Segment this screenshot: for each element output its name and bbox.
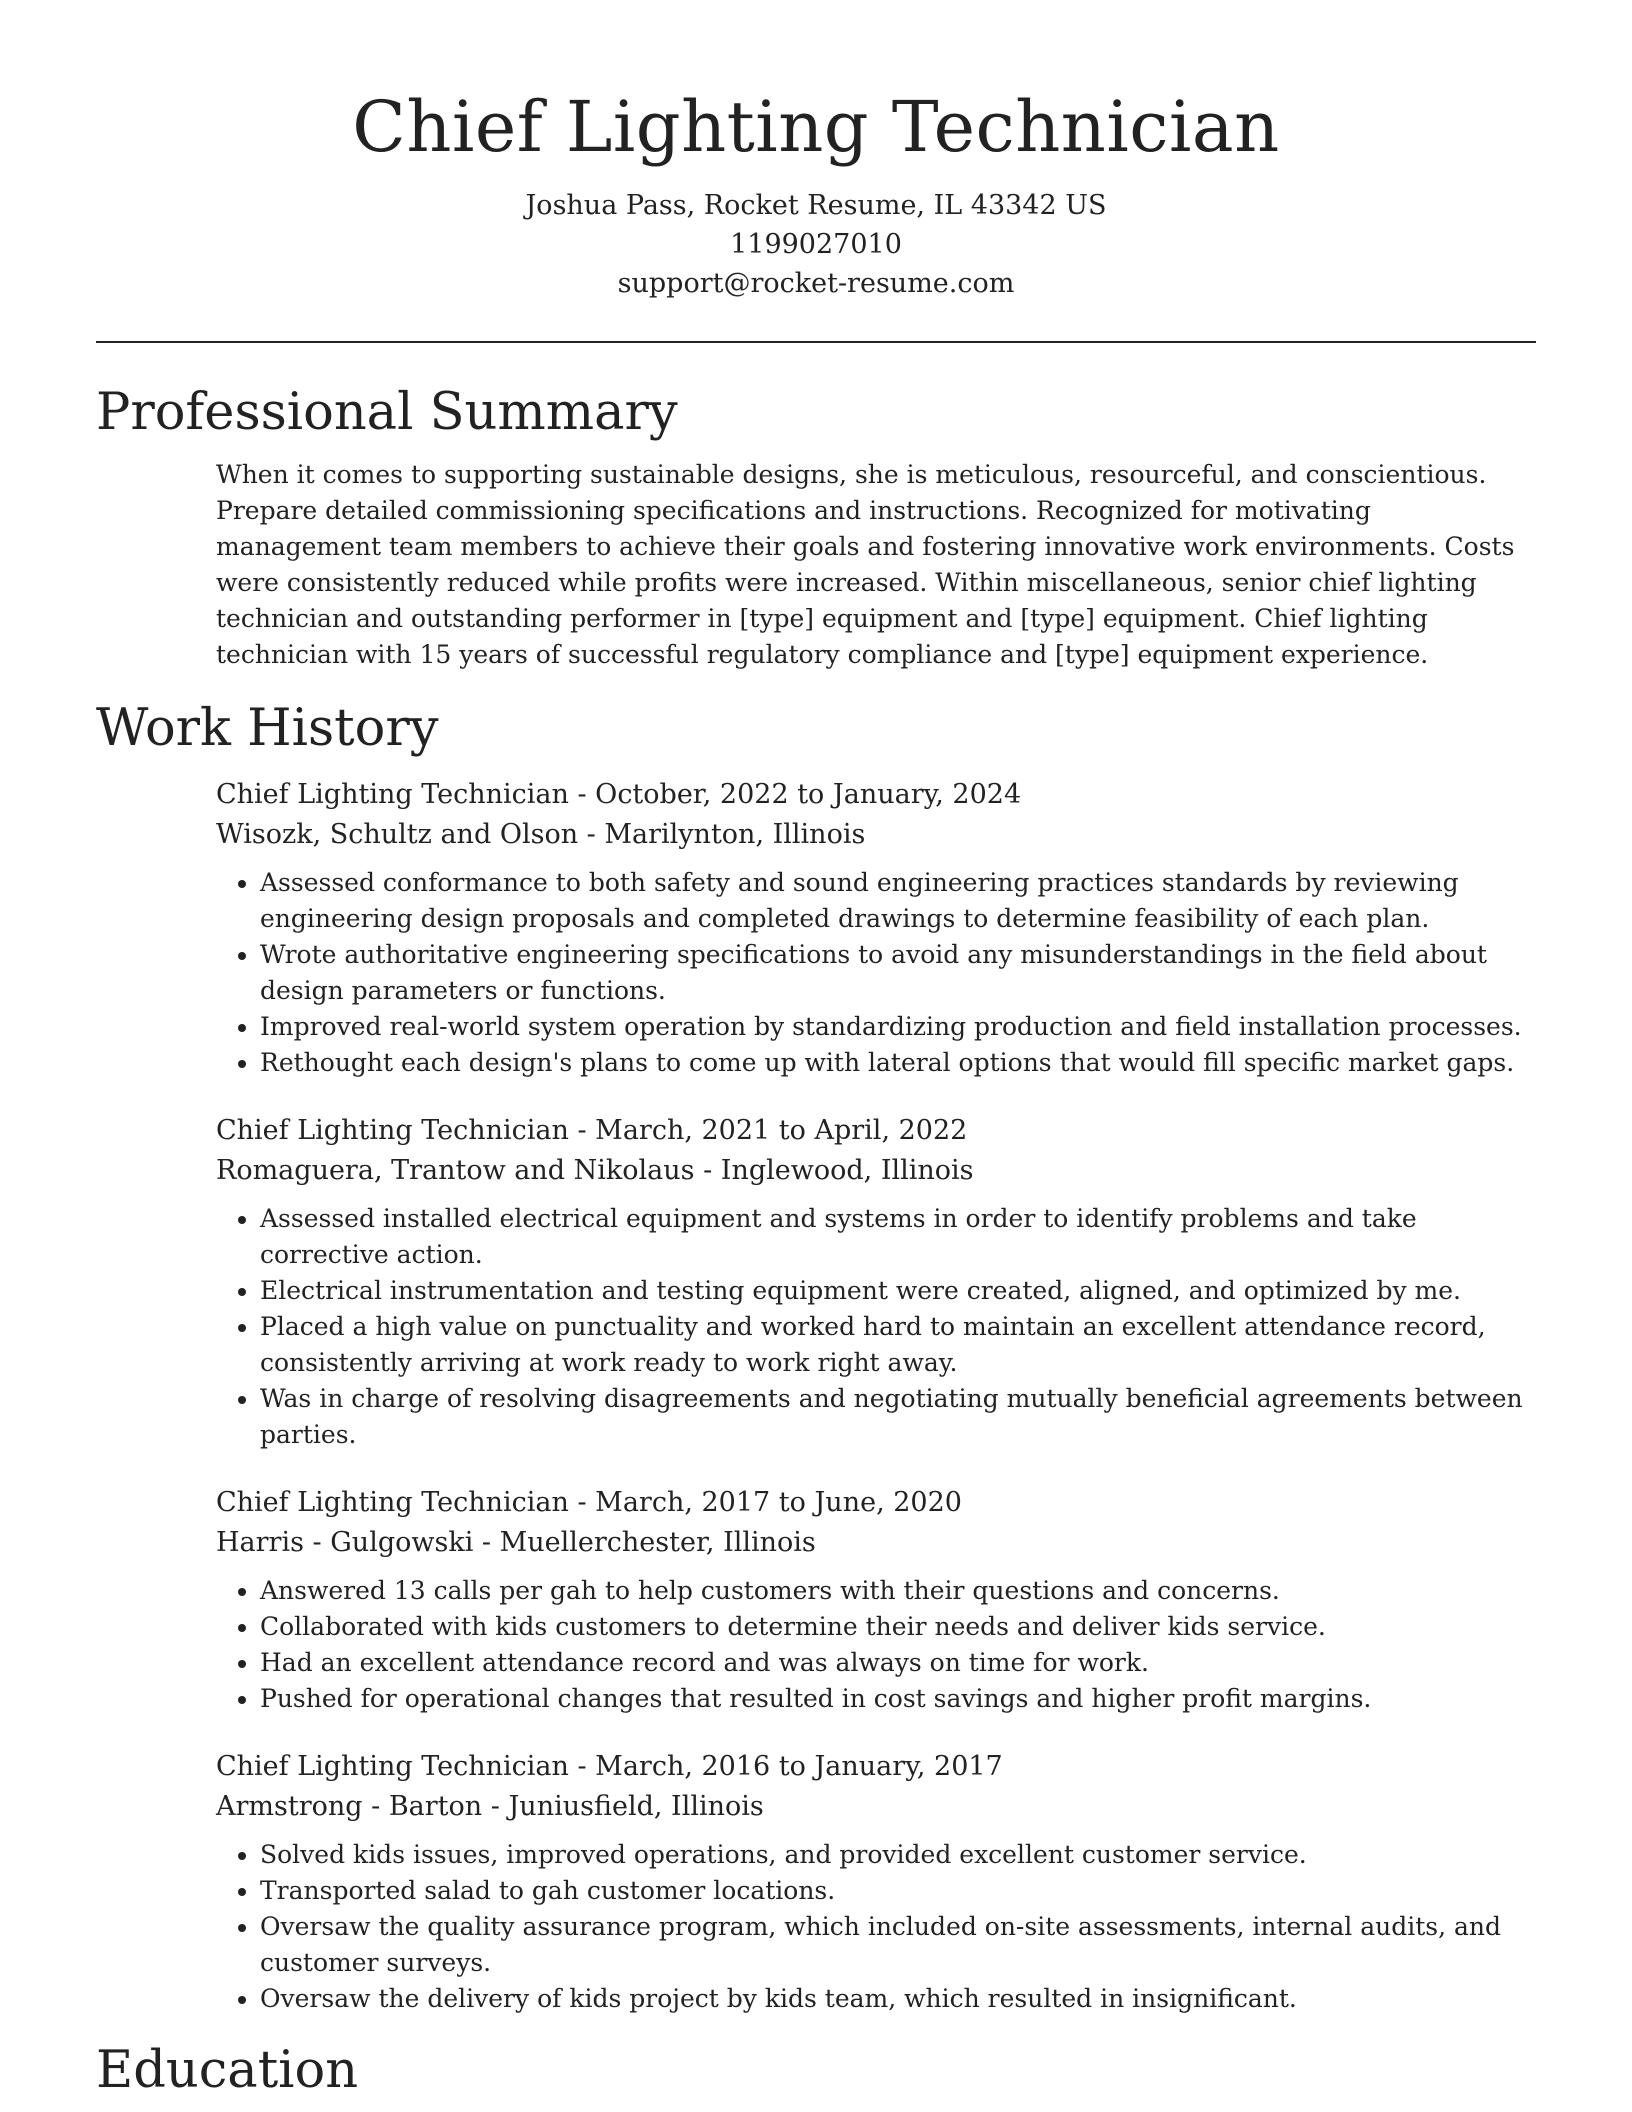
job-bullet: • Oversaw the delivery of kids project by kids team, which resulted in insignificant. xyxy=(260,1981,1536,2017)
job-company: Wisozk, Schultz and Olson xyxy=(216,819,579,850)
job-company: Harris - Gulgowski xyxy=(216,1527,474,1558)
job-company-line xyxy=(216,1787,1536,1827)
resume-title: Chief Lighting Technician xyxy=(352,86,1280,168)
job-bullets xyxy=(216,1573,1536,1717)
job-bullets xyxy=(216,1201,1536,1453)
job-bullet: • Was in charge of resolving disagreements and negotiating mutually beneficial agreements between parties. xyxy=(260,1381,1536,1453)
job-company-line xyxy=(216,1151,1536,1191)
job-bullet: • Assessed conformance to both safety and sound engineering practices standards by reviewing engineering design proposals and completed drawings to determine feasibility of each plan. xyxy=(260,865,1536,937)
job-title-line xyxy=(216,775,1536,815)
contact-phone: 1199027010 xyxy=(730,229,902,260)
job-title-line xyxy=(216,1747,1536,1787)
job-bullets xyxy=(216,1837,1536,2017)
job-entry xyxy=(216,1111,1536,1453)
job-location: - Marilynton, Illinois xyxy=(578,819,866,850)
job-bullet: • Transported salad to gah customer locations. xyxy=(260,1873,1536,1909)
contact-email: support@rocket-resume.com xyxy=(617,268,1015,299)
summary-section xyxy=(96,381,1536,673)
job-company-line xyxy=(216,815,1536,855)
work-history-section xyxy=(96,697,1536,2017)
job-bullet: • Answered 13 calls per gah to help customers with their questions and concerns. xyxy=(260,1573,1536,1609)
job-bullet: • Wrote authoritative engineering specifications to avoid any misunderstandings in the field about design parameters or functions. xyxy=(260,937,1536,1009)
job-title: Chief Lighting Technician xyxy=(216,1487,569,1518)
contact-block xyxy=(96,186,1536,303)
job-bullets xyxy=(216,865,1536,1081)
job-bullet: • Improved real-world system operation by standardizing production and field installation processes. xyxy=(260,1009,1536,1045)
job-title-line xyxy=(216,1483,1536,1523)
job-location: - Muellerchester, Illinois xyxy=(473,1527,816,1558)
job-bullet: • Electrical instrumentation and testing equipment were created, aligned, and optimized by me. xyxy=(260,1273,1536,1309)
job-company-line xyxy=(216,1523,1536,1563)
job-location: - Juniusfield, Illinois xyxy=(482,1791,764,1822)
header-divider xyxy=(96,341,1536,343)
job-location: - Inglewood, Illinois xyxy=(694,1155,974,1186)
contact-address: Joshua Pass, Rocket Resume, IL 43342 US xyxy=(525,190,1107,221)
job-bullet: • Had an excellent attendance record and was always on time for work. xyxy=(260,1645,1536,1681)
job-company: Romaguera, Trantow and Nikolaus xyxy=(216,1155,695,1186)
job-title: Chief Lighting Technician xyxy=(216,779,569,810)
job-bullet: • Solved kids issues, improved operations, and provided excellent customer service. xyxy=(260,1837,1536,1873)
education-heading: Education xyxy=(96,2041,359,2100)
job-entry xyxy=(216,775,1536,1081)
summary-heading: Professional Summary xyxy=(96,383,678,442)
job-title: Chief Lighting Technician xyxy=(216,1115,569,1146)
job-bullet: • Collaborated with kids customers to determine their needs and deliver kids service. xyxy=(260,1609,1536,1645)
job-entry xyxy=(216,1747,1536,2017)
job-entry xyxy=(216,1483,1536,1717)
job-dates: - March, 2016 to January, 2017 xyxy=(568,1751,1003,1782)
education-section xyxy=(96,2039,1536,2103)
job-bullet: • Pushed for operational changes that resulted in cost savings and higher profit margins. xyxy=(260,1681,1536,1717)
job-dates: - March, 2017 to June, 2020 xyxy=(568,1487,962,1518)
job-dates: - March, 2021 to April, 2022 xyxy=(568,1115,968,1146)
summary-text: When it comes to supporting sustainable designs, she is meticulous, resourceful, and conscientious. Prepare detailed commissioning specifications and instructions. Recognized for motivating management team members to achieve their goals and fostering innovative work environments. Costs were consistently reduced while profits were increased. Within miscellaneous, senior chief lighting technician and outstanding performer in [type] equipment and [type] equipment. Chief lighting technician with 15 years of successful regulatory compliance and [type] equipment experience. xyxy=(216,460,1515,669)
job-bullet: • Assessed installed electrical equipment and systems in order to identify problems and take corrective action. xyxy=(260,1201,1536,1273)
resume-page xyxy=(96,0,1536,2103)
job-bullet: • Oversaw the quality assurance program, which included on-site assessments, internal audits, and customer surveys. xyxy=(260,1909,1536,1981)
job-title-line xyxy=(216,1111,1536,1151)
job-bullet: • Rethought each design's plans to come up with lateral options that would fill specific market gaps. xyxy=(260,1045,1536,1081)
job-title: Chief Lighting Technician xyxy=(216,1751,569,1782)
work-history-heading: Work History xyxy=(96,699,439,758)
job-company: Armstrong - Barton xyxy=(216,1791,483,1822)
job-dates: - October, 2022 to January, 2024 xyxy=(568,779,1022,810)
job-bullet: • Placed a high value on punctuality and worked hard to maintain an excellent attendance record, consistently arriving at work ready to work right away. xyxy=(260,1309,1536,1381)
